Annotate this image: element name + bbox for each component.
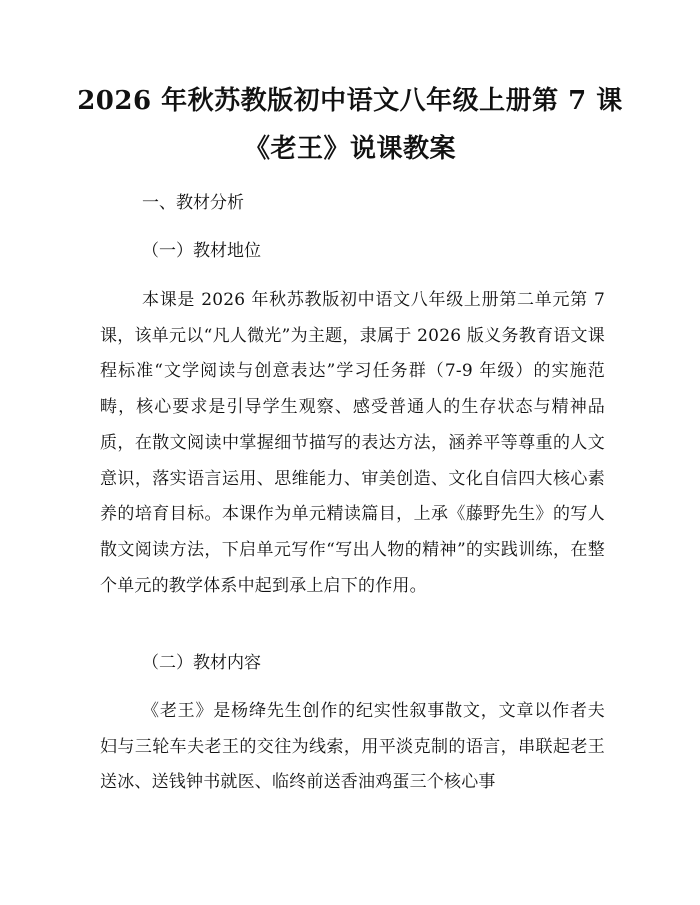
paragraph-material-content: 《老王》是杨绛先生创作的纪实性叙事散文，文章以作者夫妇与三轮车夫老王的交往为线索，用平淡克制的语言，串联起老王送冰、送钱钟书就医、临终前送香油鸡蛋三个核心事 <box>100 701 605 793</box>
paragraph-material-position: 本课是 2026 年秋苏教版初中语文八年级上册第二单元第 7 课，该单元以“凡人微光”为主题，隶属于 2026 版义务教育语文课程标准“文学阅读与创意表达”学习任务群（7-9 年级）的实施范畴，核心要求是引导学生观察、感受普通人的生存状态与精神品质，在散文阅读中掌握细节描写的表达方法，涵养平等尊重的人文意识，落实语言运用、思维能力、审美创造、文化自信四大核心素养的培育目标。本课作为单元精读篇目，上承《藤野先生》的写人散文阅读方法，下启单元写作“写出人物的精神”的实践训练，在整个单元的教学体系中起到承上启下的作用。 <box>100 290 605 596</box>
section-heading-teaching-material-analysis: 一、教材分析 <box>142 193 244 213</box>
document-title-line1: 2026 年秋苏教版初中语文八年级上册第 7 课 <box>77 86 623 116</box>
document-title-line2: 《老王》说课教案 <box>243 134 456 164</box>
subsection-heading-material-content: （二）教材内容 <box>142 653 261 673</box>
subsection-heading-material-position: （一）教材地位 <box>142 241 261 261</box>
